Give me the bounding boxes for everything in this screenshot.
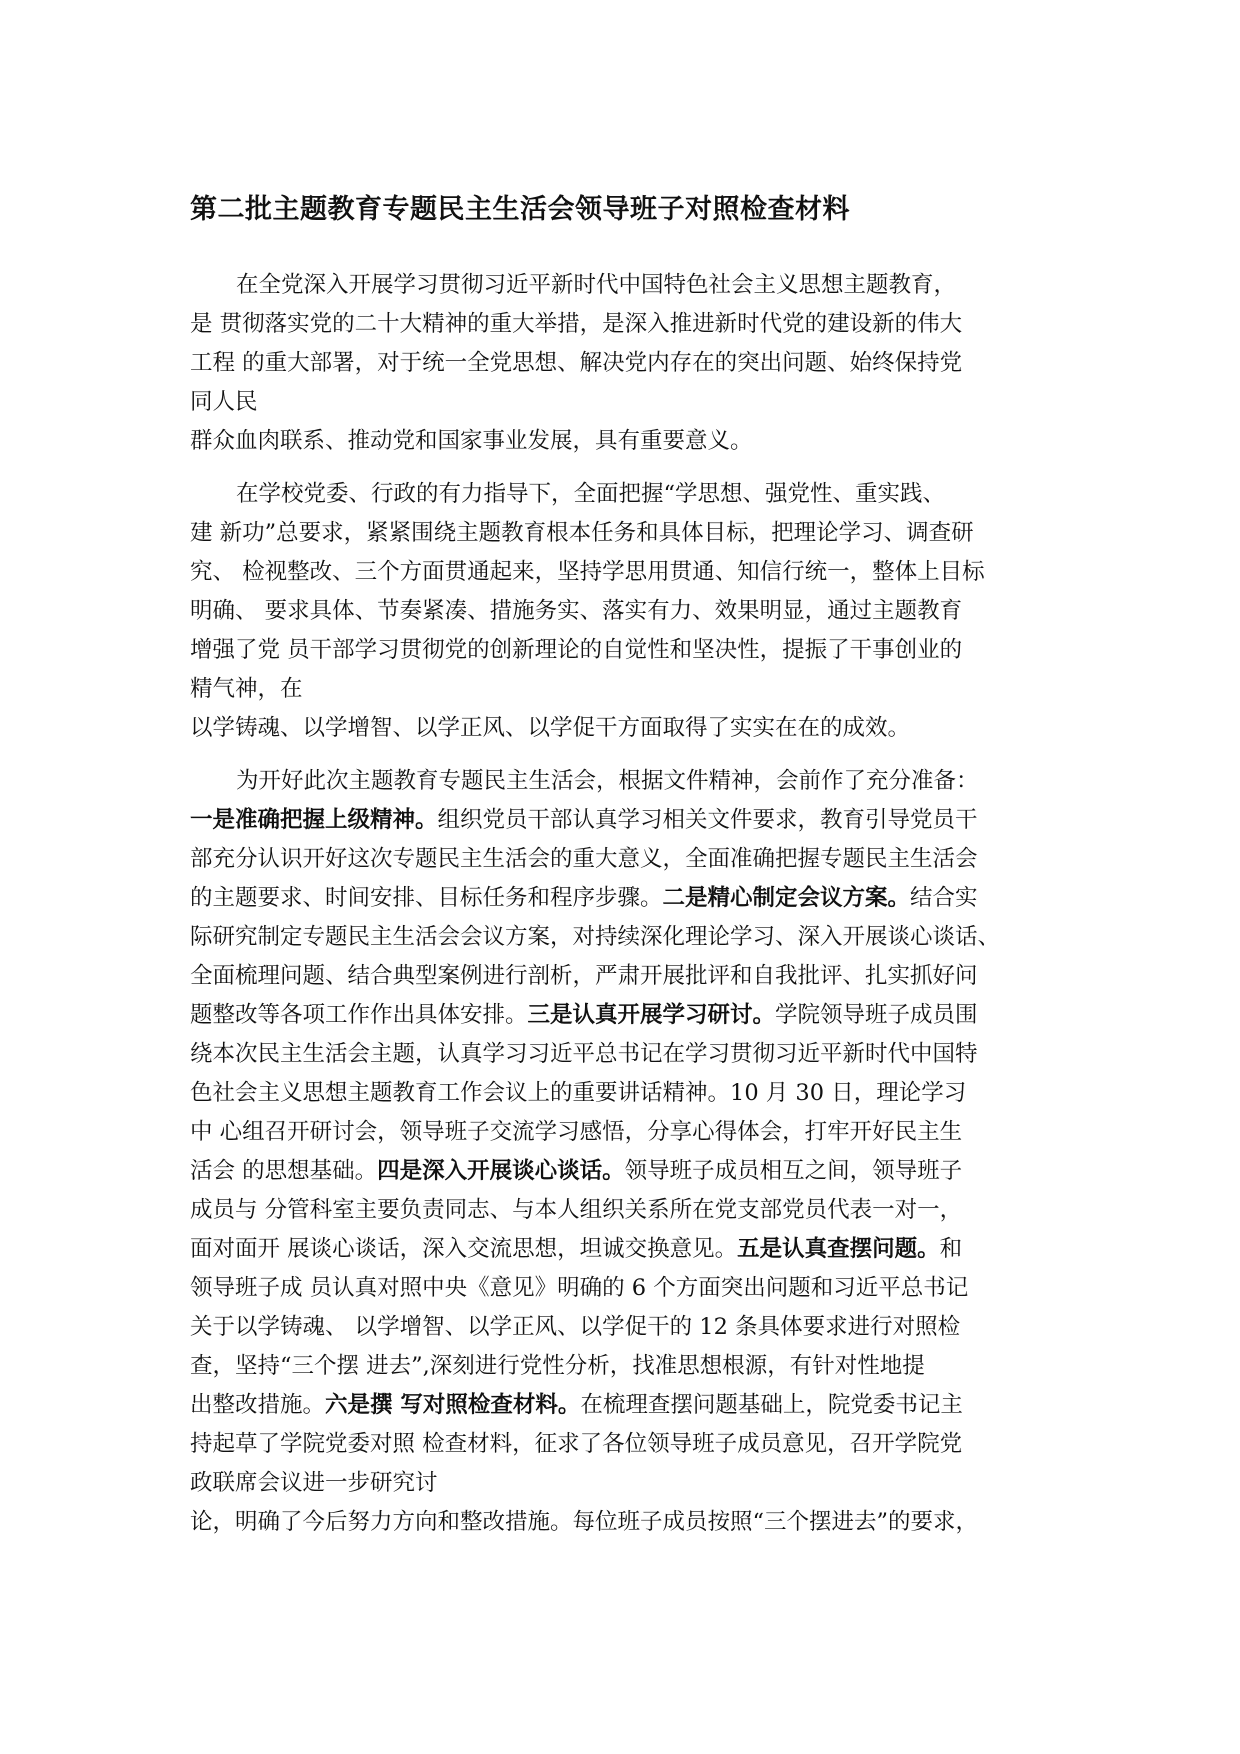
text-line: 查，坚持“三个摆 进去”,深刻进行党性分析，找准思想根源，有针对性地提 [190,1353,925,1379]
text-line [190,801,1070,840]
text-line: 是 贯彻落实党的二十大精神的重大举措，是深入推进新时代党的建设新的伟大 [190,311,963,337]
text-run: 出整改措施。 [190,1392,326,1418]
paragraph-achievements [190,475,1070,748]
bold-heading: 一是准确把握上级精神。 [190,807,438,833]
bold-heading: 二是精心制定会议方案。 [662,885,911,911]
text-line: 成员与 分管科室主要负责同志、与本人组织关系所在党支部党员代表一对一， [190,1197,963,1223]
paragraph-intro [190,266,1070,461]
text-line: 同人民 [190,389,258,415]
text-line: 究、 检视整改、三个方面贯通起来，坚持学思用贯通、知信行统一，整体上目标 [190,559,985,585]
text-line: 政联席会议进一步研究讨 [190,1470,438,1496]
text-run: 题整改等各项工作作出具体安排。 [190,1002,528,1028]
text-line [190,1386,1070,1425]
text-line: 持起草了学院党委对照 检查材料，征求了各位领导班子成员意见，召开学院党 [190,1431,963,1457]
document-page [190,190,1070,1556]
text-run: 和 [939,1236,963,1262]
text-run: 领导班子成员相互之间，领导班子 [624,1158,963,1184]
text-line: 色社会主义思想主题教育工作会议上的重要讲话精神。10 月 30 日，理论学习 [190,1080,967,1106]
text-line: 论，明确了今后努力方向和整改措施。每位班子成员按照“三个摆进去”的要求， [190,1509,979,1535]
text-run: 的主题要求、时间安排、目标任务和程序步骤。 [190,885,663,911]
text-line: 为开好此次主题教育专题民主生活会，根据文件精神，会前作了充分准备： [236,768,979,794]
text-line: 在学校党委、行政的有力指导下，全面把握“学思想、强党性、重实践、 [236,481,946,507]
text-line: 在全党深入开展学习贯彻习近平新时代中国特色社会主义思想主题教育， [236,272,957,298]
text-line: 部充分认识开好这次专题民主生活会的重大意义，全面准确把握专题民主生活会 [190,846,978,872]
text-line: 增强了党 员干部学习贯彻党的创新理论的自觉性和坚决性，提振了干事创业的 [190,637,963,663]
text-line: 关于以学铸魂、 以学增智、以学正风、以学促干的 12 条具体要求进行对照检 [190,1314,961,1340]
bold-heading: 五是认真查摆问题。 [737,1236,940,1262]
bold-heading: 三是认真开展学习研讨。 [527,1002,776,1028]
text-run: 活会 的思想基础。 [190,1158,378,1184]
text-line [190,1152,1070,1191]
text-run: 在梳理查摆问题基础上，院党委书记主 [580,1392,963,1418]
text-line [190,996,1070,1035]
text-line: 绕本次民主生活会主题，认真学习习近平总书记在学习贯彻习近平新时代中国特 [190,1041,978,1067]
text-line: 精气神，在 [190,676,303,702]
text-run: 组织党员干部认真学习相关文件要求，教育引导党员干 [437,807,978,833]
document-title: 第二批主题教育专题民主生活会领导班子对照检查材料 [190,194,850,225]
paragraph-preparation [190,762,1070,1542]
text-line [190,879,1070,918]
text-line: 明确、 要求具体、节奏紧凑、措施务实、落实有力、效果明显，通过主题教育 [190,598,963,624]
text-line: 全面梳理问题、结合典型案例进行剖析，严肃开展批评和自我批评、扎实抓好问 [190,963,978,989]
text-line: 以学铸魂、以学增智、以学正风、以学促干方面取得了实实在在的成效。 [190,715,911,741]
text-line: 领导班子成 员认真对照中央《意见》明确的 6 个方面突出问题和习近平总书记 [190,1275,969,1301]
text-line: 工程 的重大部署，对于统一全党思想、解决党内存在的突出问题、始终保持党 [190,350,963,376]
text-line: 群众血肉联系、推动党和国家事业发展，具有重要意义。 [190,428,753,454]
text-line: 建 新功”总要求，紧紧围绕主题教育根本任务和具体目标，把理论学习、调查研 [190,520,974,546]
text-run: 学院领导班子成员围 [775,1002,978,1028]
bold-heading: 四是深入开展谈心谈话。 [377,1158,625,1184]
text-line [190,1230,1070,1269]
text-run: 面对面开 展谈心谈话，深入交流思想，坦诚交换意见。 [190,1236,738,1262]
bold-heading: 六是撰 写对照检查材料。 [325,1392,581,1418]
text-run: 结合实 [910,885,978,911]
text-line: 中 心组召开研讨会，领导班子交流学习感悟，分享心得体会，打牢开好民主生 [190,1119,963,1145]
text-line: 际研究制定专题民主生活会会议方案，对持续深化理论学习、深入开展谈心谈话、 [190,924,1001,950]
